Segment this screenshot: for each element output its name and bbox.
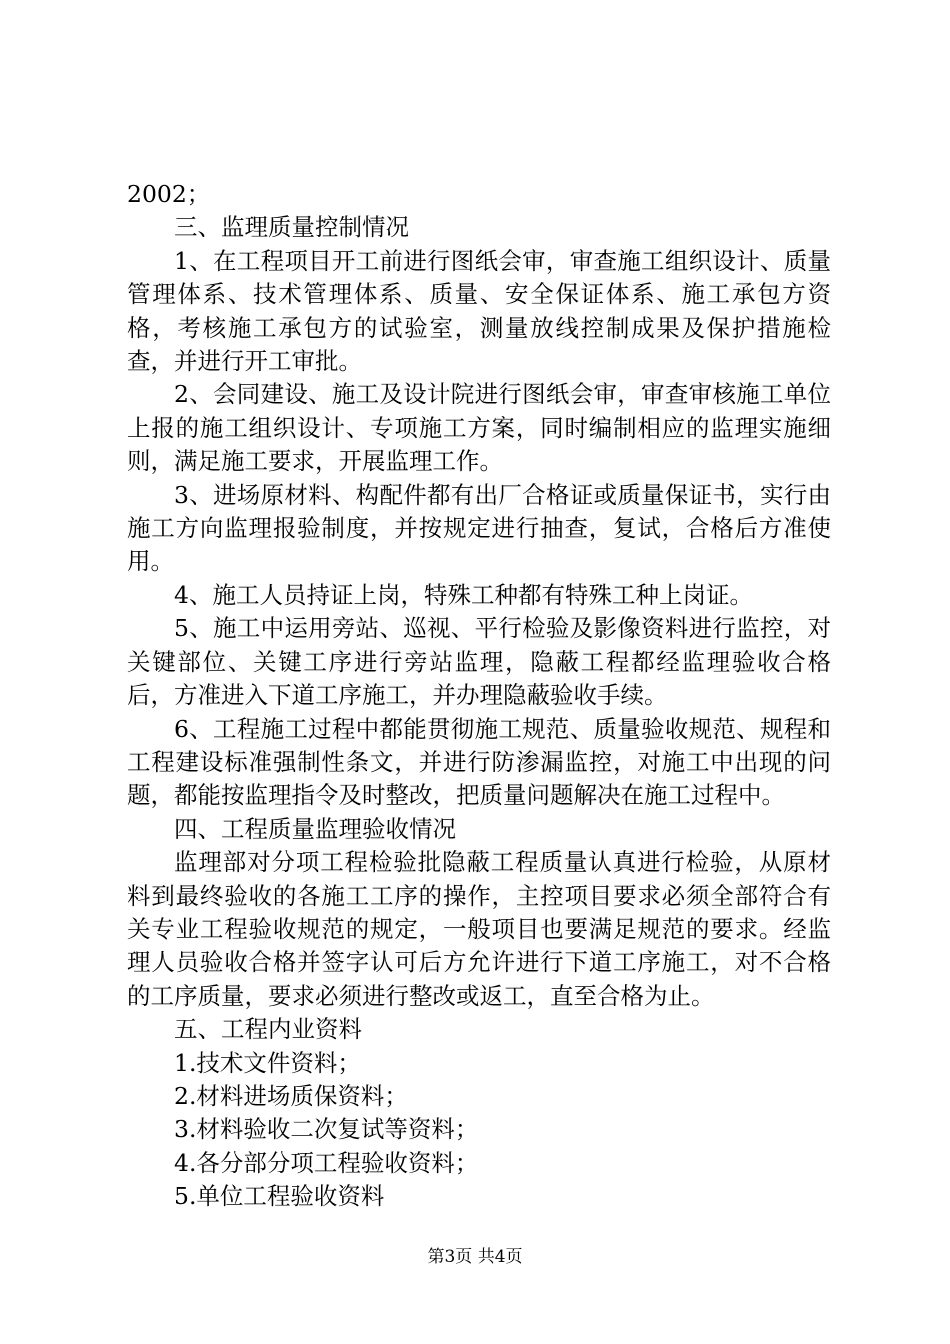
section-heading: 五、工程内业资料 [174,1015,362,1044]
list-item: 3.材料验收二次复试等资料； [174,1115,479,1144]
document-body [127,178,831,1214]
paragraph: 监理部对分项工程检验批隐蔽工程质量认真进行检验，从原材料到最终验收的各施工工序的操作，主控项目要求必须全部符合有关专业工程验收规范的规定，一般项目也要满足规范的要求。经监理人员验收合格并签字认可后方允许进行下道工序施工，对不合格的工序质量，要求必须进行整改或返工，直至合格为止。 [127,848,831,1010]
section-heading: 三、监理质量控制情况 [174,213,409,242]
paragraph: 5、施工中运用旁站、巡视、平行检验及影像资料进行监控，对关键部位、关键工序进行旁站监理，隐蔽工程都经监理验收合格后，方准进入下道工序施工，并办理隐蔽验收手续。 [127,614,831,710]
list-item: 1.技术文件资料； [174,1048,361,1077]
list-item: 4.各分部分项工程验收资料； [174,1148,479,1177]
paragraph: 2、会同建设、施工及设计院进行图纸会审，审查审核施工单位上报的施工组织设计、专项施工方案，同时编制相应的监理实施细则，满足施工要求，开展监理工作。 [127,380,831,476]
list-item: 5.单位工程验收资料 [174,1182,385,1211]
page-number: 第3页 共4页 [427,1247,523,1267]
paragraph: 4、施工人员持证上岗，特殊工种都有特殊工种上岗证。 [174,580,753,609]
paragraph: 6、工程施工过程中都能贯彻施工规范、质量验收规范、规程和工程建设标准强制性条文，并进行防渗漏监控，对施工中出现的问题，都能按监理指令及时整改，把质量问题解决在施工过程中。 [127,714,831,810]
paragraph: 3、进场原材料、构配件都有出厂合格证或质量保证书，实行由施工方向监理报验制度，并按规定进行抽查，复试，合格后方准使用。 [127,480,831,576]
paragraph: 2002； [127,180,211,208]
section-heading: 四、工程质量监理验收情况 [174,814,456,843]
list-item: 2.材料进场质保资料； [174,1081,408,1110]
page-footer [0,1242,950,1267]
paragraph: 1、在工程项目开工前进行图纸会审，审查施工组织设计、质量管理体系、技术管理体系、质量、安全保证体系、施工承包方资格，考核施工承包方的试验室，测量放线控制成果及保护措施检查，并进行开工审批。 [127,246,831,376]
